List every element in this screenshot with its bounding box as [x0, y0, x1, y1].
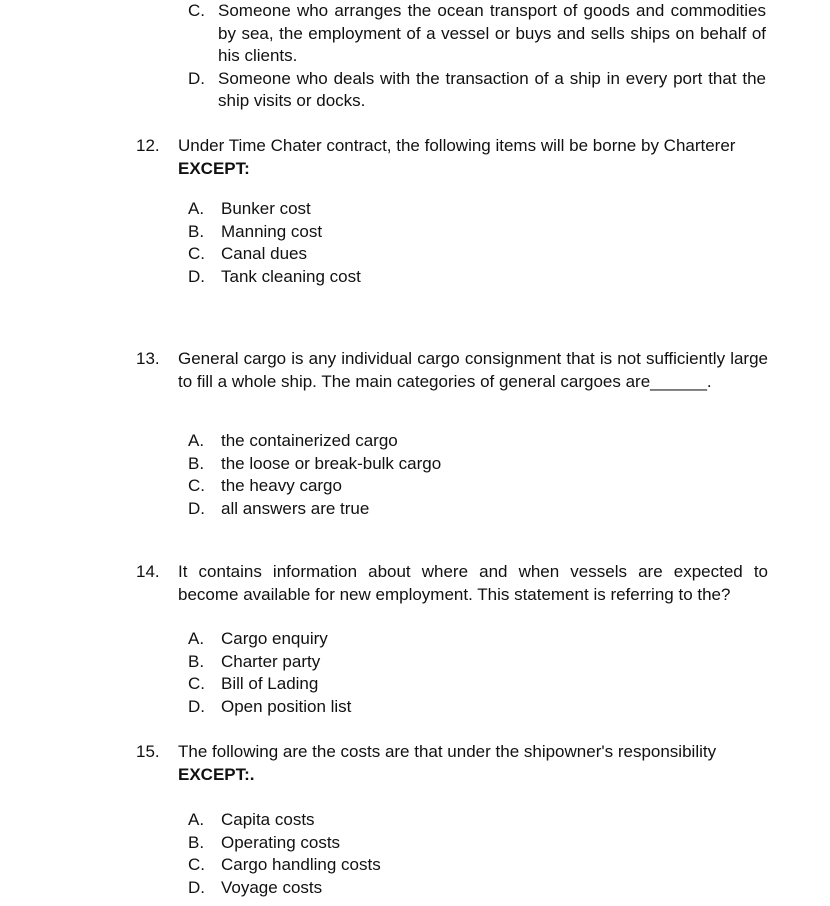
option-13-a [188, 430, 588, 453]
option-11-c [188, 0, 766, 68]
option-text: Cargo enquiry [221, 629, 328, 648]
question-text: It contains information about where and when vessels are expected to become available for new employment. This statement is referring to the? [178, 562, 768, 604]
option-letter: C. [188, 855, 205, 874]
option-14-b [188, 651, 588, 674]
option-letter: A. [188, 810, 205, 829]
option-letter: B. [188, 221, 205, 241]
option-letter: A. [188, 199, 205, 218]
option-13-b [188, 453, 588, 476]
option-letter: D. [188, 696, 205, 716]
option-11-d [188, 68, 766, 113]
option-text: the loose or break-bulk cargo [221, 453, 442, 473]
option-15-b [188, 832, 588, 855]
question-emphasis: EXCEPT:. [178, 764, 255, 784]
option-text: Someone who deals with the transaction of a ship in every port that the ship visits or docks. [218, 68, 766, 110]
option-text: Manning cost [221, 221, 323, 241]
option-text: Capita costs [221, 810, 315, 829]
option-text: Someone who arranges the ocean transport of goods and commodities by sea, the employment of a vessel or buys and sells ships on behalf of his clients. [218, 1, 766, 65]
option-letter: D. [188, 877, 205, 897]
option-14-a [188, 628, 588, 651]
option-letter: D. [188, 68, 205, 88]
option-letter: C. [188, 476, 205, 495]
options-13 [188, 430, 588, 520]
option-letter: C. [188, 1, 205, 20]
question-text: General cargo is any individual cargo consignment that is not sufficiently large to fill a whole ship. The main categories of general cargoes are______. [178, 349, 768, 391]
option-12-d [188, 266, 588, 289]
option-text: Open position list [221, 696, 352, 716]
option-12-c [188, 243, 588, 266]
question-number: 15. [136, 742, 160, 761]
question-number: 14. [136, 562, 160, 581]
option-text: Bill of Lading [221, 674, 319, 693]
option-letter: D. [188, 266, 205, 286]
options-15 [188, 809, 588, 899]
option-14-d [188, 696, 588, 719]
option-12-b [188, 221, 588, 244]
option-letter: B. [188, 453, 205, 473]
option-letter: D. [188, 498, 205, 518]
option-15-d [188, 877, 588, 900]
option-15-a [188, 809, 588, 832]
option-13-c [188, 475, 588, 498]
question-number: 13. [136, 349, 160, 368]
option-text: Tank cleaning cost [221, 266, 361, 286]
option-13-d [188, 498, 588, 521]
option-12-a [188, 198, 588, 221]
continued-options [188, 0, 766, 113]
option-letter: B. [188, 651, 205, 671]
options-12 [188, 198, 588, 288]
option-text: the containerized cargo [221, 431, 398, 450]
option-14-c [188, 673, 588, 696]
question-15 [136, 741, 768, 786]
question-text: Under Time Chater contract, the following items will be borne by Charterer [178, 136, 736, 155]
question-12 [136, 135, 768, 180]
question-emphasis: EXCEPT: [178, 158, 250, 178]
option-letter: A. [188, 629, 205, 648]
options-14 [188, 628, 588, 718]
option-text: the heavy cargo [221, 476, 342, 495]
question-text: The following are the costs are that under the shipowner's responsibility [178, 742, 717, 761]
option-letter: C. [188, 674, 205, 693]
option-text: Charter party [221, 651, 321, 671]
option-text: Cargo handling costs [221, 855, 381, 874]
question-13 [136, 348, 768, 393]
option-text: Voyage costs [221, 877, 323, 897]
question-14 [136, 561, 768, 606]
question-number: 12. [136, 136, 160, 155]
option-letter: B. [188, 832, 205, 852]
option-text: Bunker cost [221, 199, 311, 218]
option-15-c [188, 854, 588, 877]
option-text: Canal dues [221, 244, 308, 263]
option-letter: A. [188, 431, 205, 450]
option-text: Operating costs [221, 832, 341, 852]
option-text: all answers are true [221, 498, 370, 518]
option-letter: C. [188, 244, 205, 263]
